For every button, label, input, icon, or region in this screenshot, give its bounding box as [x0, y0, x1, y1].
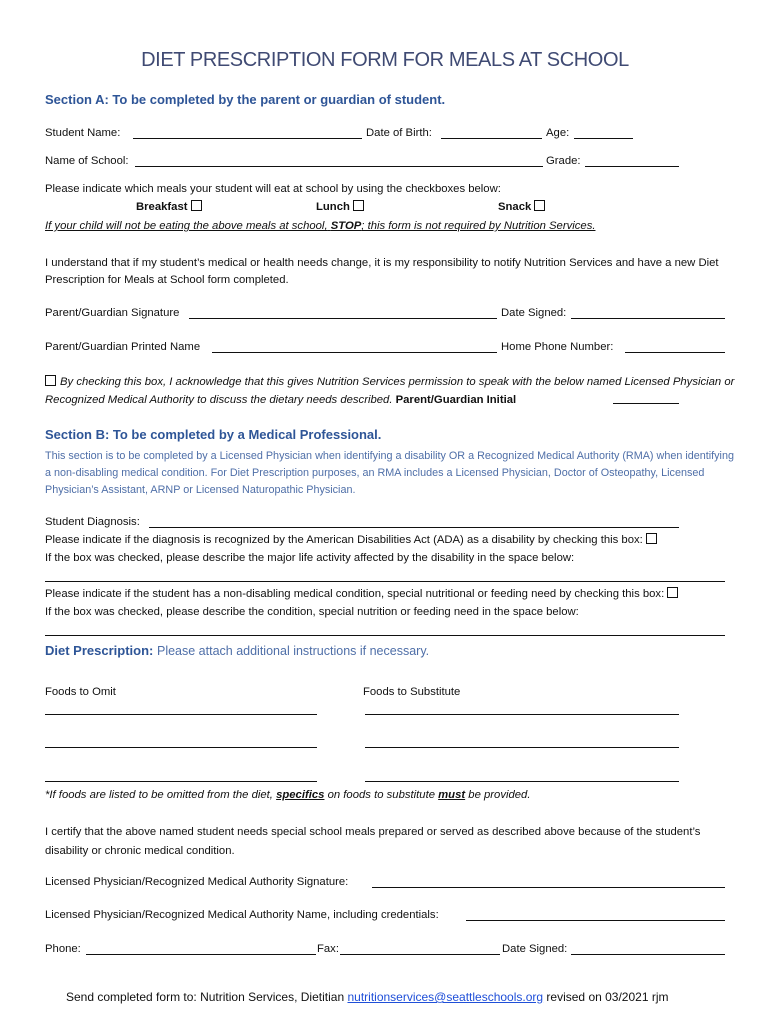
note-post: be provided.	[468, 789, 531, 801]
diet-heading: Diet Prescription:	[45, 643, 154, 658]
omit-label: Foods to Omit	[45, 686, 116, 698]
physician-signature-label: Licensed Physician/Recognized Medical Authority Signature:	[45, 876, 349, 888]
note-specifics: specifics	[276, 789, 325, 801]
snack-label: Snack	[498, 201, 532, 213]
nondisabling-description-field[interactable]	[45, 635, 725, 636]
substitute-line-1[interactable]	[365, 714, 679, 715]
diet-subheading: Please attach additional instructions if necessary.	[156, 644, 430, 658]
stop-note-post: ; this form is not required by Nutrition Services.	[361, 220, 596, 232]
nondisabling-prompt: Please indicate if the student has a non-disabling medical condition, special nutritional or feeding need by checking this box:	[45, 588, 665, 600]
page-title: DIET PRESCRIPTION FORM FOR MEALS AT SCHOOL	[141, 49, 629, 71]
footer-send-text: Send completed form to: Nutrition Services, Dietitian	[66, 990, 345, 1004]
certify-text: I certify that the above named student needs special school meals prepared or served as described above because of the student’s disability or chronic medical condition.	[45, 826, 701, 857]
phone-label: Phone:	[45, 943, 81, 955]
initial-field[interactable]	[613, 403, 679, 404]
nondisabling-checkbox[interactable]	[667, 587, 678, 598]
ada-describe: If the box was checked, please describe the major life activity affected by the disability in the space below:	[45, 552, 575, 564]
consent-checkbox[interactable]	[45, 375, 56, 386]
home-phone-label: Home Phone Number:	[501, 341, 614, 353]
section-a-heading: Section A: To be completed by the parent or guardian of student.	[45, 92, 446, 107]
lunch-label: Lunch	[316, 201, 350, 213]
omit-line-1[interactable]	[45, 714, 317, 715]
stop-note	[45, 219, 595, 233]
stop-word: STOP	[330, 220, 362, 232]
nondisabling-prompt-row	[45, 587, 678, 601]
printed-name-label: Parent/Guardian Printed Name	[45, 341, 201, 353]
signature-label: Parent/Guardian Signature	[45, 307, 180, 319]
physician-name-field[interactable]	[466, 920, 725, 921]
lunch-option[interactable]	[316, 200, 364, 214]
stop-note-pre: If your child will not be eating the above meals at school,	[45, 220, 328, 232]
diet-heading-row	[45, 643, 429, 658]
fax-field[interactable]	[340, 954, 500, 955]
physician-date-signed-field[interactable]	[571, 954, 725, 955]
meals-prompt: Please indicate which meals your student will eat at school by using the checkboxes below:	[45, 183, 501, 195]
section-b-heading: Section B: To be completed by a Medical Professional.	[45, 427, 382, 442]
date-signed-label: Date Signed:	[501, 307, 567, 319]
initial-label: Parent/Guardian Initial	[395, 394, 517, 406]
lunch-checkbox[interactable]	[353, 200, 364, 211]
breakfast-option[interactable]	[136, 200, 202, 214]
student-name-field[interactable]	[133, 138, 362, 139]
printed-name-field[interactable]	[212, 352, 497, 353]
diagnosis-label: Student Diagnosis:	[45, 516, 140, 528]
physician-name-label: Licensed Physician/Recognized Medical Authority Name, including credentials:	[45, 909, 439, 921]
ada-prompt: Please indicate if the diagnosis is recognized by the American Disabilities Act (ADA) as a disability by checking this box:	[45, 534, 643, 546]
footer-email-link[interactable]: nutritionservices@seattleschools.org	[347, 990, 544, 1004]
signature-field[interactable]	[189, 318, 497, 319]
omit-line-3[interactable]	[45, 781, 317, 782]
physician-signature-field[interactable]	[372, 887, 725, 888]
substitute-line-3[interactable]	[365, 781, 679, 782]
breakfast-checkbox[interactable]	[191, 200, 202, 211]
ada-prompt-row	[45, 533, 657, 547]
nondisabling-describe: If the box was checked, please describe the condition, special nutrition or feeding need in the space below:	[45, 606, 579, 618]
footer	[66, 990, 669, 1004]
grade-field[interactable]	[585, 166, 679, 167]
substitute-label: Foods to Substitute	[363, 686, 461, 698]
phone-field[interactable]	[86, 954, 316, 955]
diagnosis-field[interactable]	[149, 527, 679, 528]
student-name-label: Student Name:	[45, 127, 121, 139]
understand-text: I understand that if my student’s medical or health needs change, it is my responsibility to notify Nutrition Services and have a new Diet Prescription for Meals at School form completed.	[45, 257, 719, 286]
substitute-note	[45, 788, 530, 802]
substitute-line-2[interactable]	[365, 747, 679, 748]
consent-text: By checking this box, I acknowledge that this gives Nutrition Services permission to speak with the below named Licensed Physician or Recognized Medical Authority to discuss the dietary needs described.	[45, 376, 735, 406]
physician-date-signed-label: Date Signed:	[502, 943, 568, 955]
age-field[interactable]	[574, 138, 633, 139]
snack-checkbox[interactable]	[534, 200, 545, 211]
snack-option[interactable]	[498, 200, 545, 214]
note-must: must	[438, 789, 466, 801]
age-label: Age:	[546, 127, 570, 139]
dob-field[interactable]	[441, 138, 542, 139]
note-pre: *If foods are listed to be omitted from the diet,	[45, 789, 273, 801]
fax-label: Fax:	[317, 943, 339, 955]
omit-line-2[interactable]	[45, 747, 317, 748]
ada-description-field[interactable]	[45, 581, 725, 582]
note-mid: on foods to substitute	[327, 789, 435, 801]
school-field[interactable]	[135, 166, 543, 167]
home-phone-field[interactable]	[625, 352, 725, 353]
grade-label: Grade:	[546, 155, 581, 167]
date-signed-field[interactable]	[571, 318, 725, 319]
dob-label: Date of Birth:	[366, 127, 432, 139]
school-label: Name of School:	[45, 155, 129, 167]
section-b-intro: This section is to be completed by a Licensed Physician when identifying a disability OR a Recognized Medical Authority (RMA) when identifying a non-disabling medical condition. For Diet Prescription purposes, an RMA includes a Licensed Physician, Doctor of Osteopathy, Licensed Physician’s Assistant, ARNP or Licensed Naturopathic Physician.	[45, 450, 734, 496]
breakfast-label: Breakfast	[136, 201, 188, 213]
ada-checkbox[interactable]	[646, 533, 657, 544]
footer-revised-text: revised on 03/2021 rjm	[546, 990, 669, 1004]
